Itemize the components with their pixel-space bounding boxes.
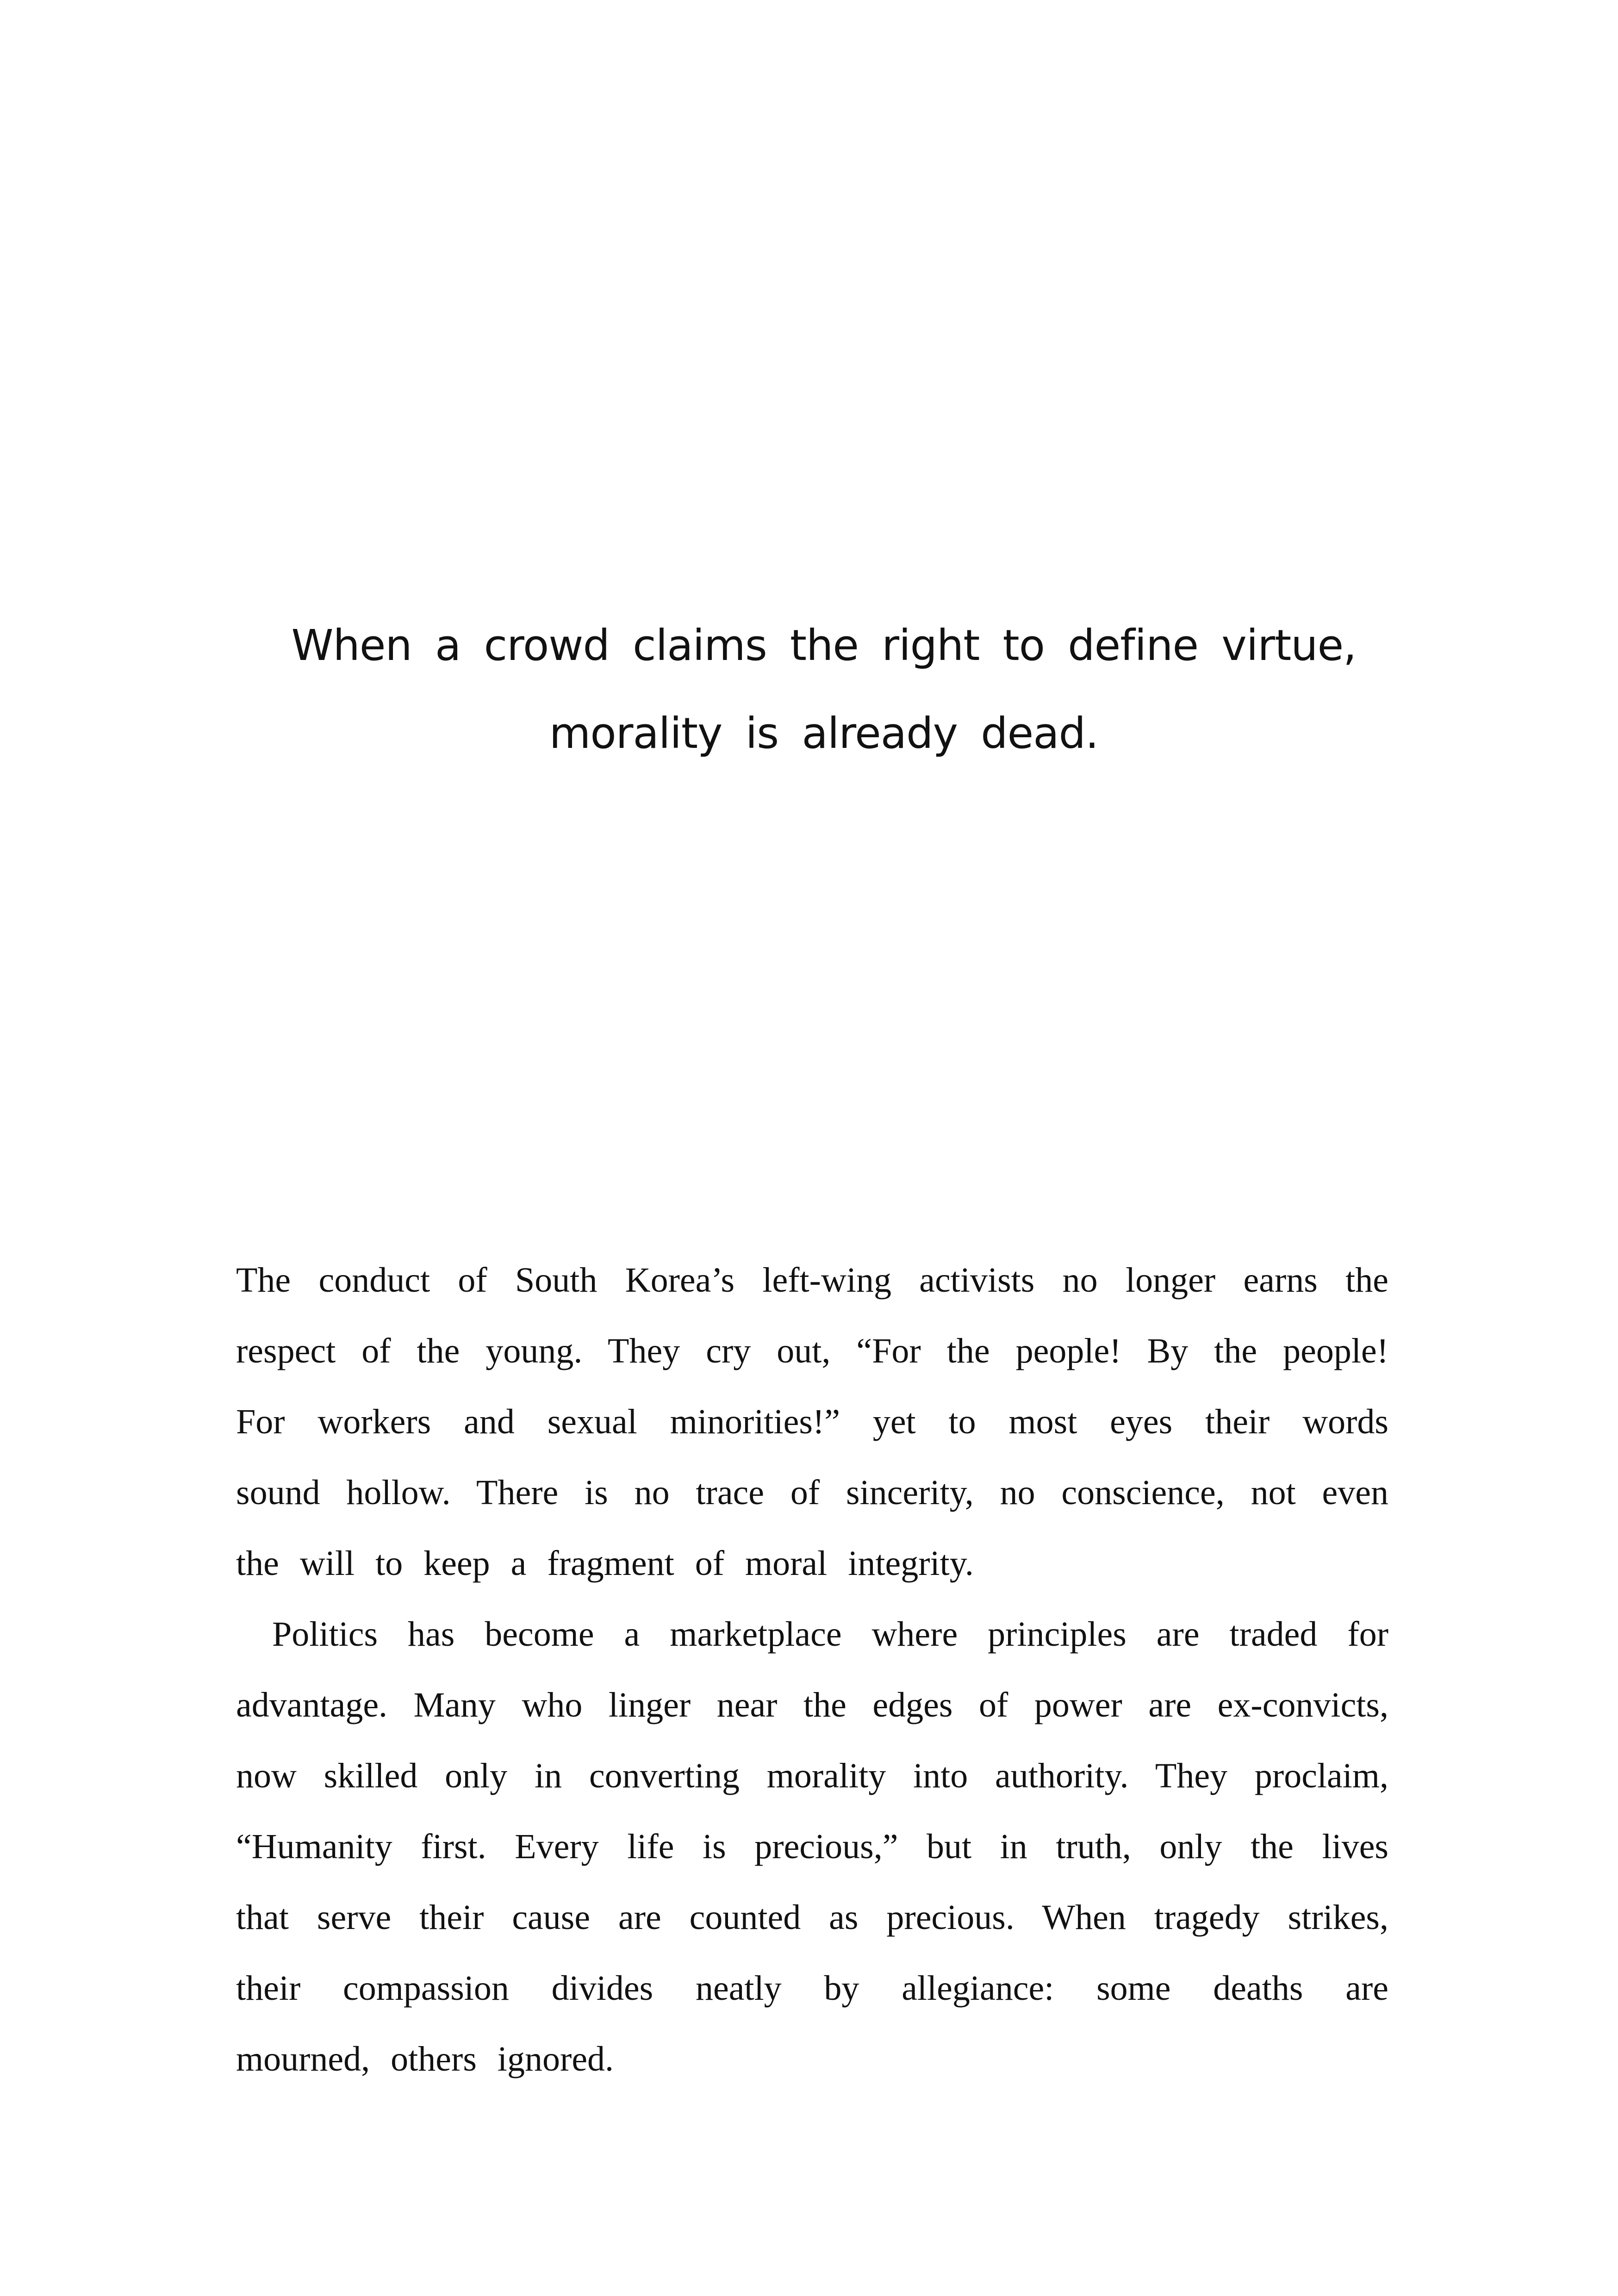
text-line: respect of the young. They cry out, “For the people! By the people! bbox=[236, 1332, 1388, 1370]
epigraph bbox=[231, 602, 1416, 778]
paragraph bbox=[236, 1599, 1388, 2095]
text-line: mourned, others ignored. bbox=[236, 2040, 614, 2078]
text-line: the will to keep a fragment of moral integrity. bbox=[236, 1544, 974, 1583]
text-line: that serve their cause are counted as precious. When tragedy strikes, bbox=[236, 1898, 1388, 1937]
text-line: “Humanity first. Every life is precious,” but in truth, only the lives bbox=[236, 1827, 1388, 1866]
epigraph-line: morality is already dead. bbox=[549, 709, 1099, 758]
text-line: The conduct of South Korea’s left-wing activists no longer earns the bbox=[236, 1261, 1388, 1300]
text-line: now skilled only in converting morality into authority. They proclaim, bbox=[236, 1756, 1388, 1795]
body-text bbox=[236, 1245, 1388, 2095]
text-line: Politics has become a marketplace where principles are traded for bbox=[272, 1615, 1388, 1654]
paragraph bbox=[236, 1245, 1388, 1599]
text-line: sound hollow. There is no trace of sincerity, no conscience, not even bbox=[236, 1473, 1388, 1512]
text-line: advantage. Many who linger near the edges of power are ex-convicts, bbox=[236, 1686, 1388, 1724]
text-line: their compassion divides neatly by allegiance: some deaths are bbox=[236, 1969, 1388, 2008]
text-line: For workers and sexual minorities!” yet to most eyes their words bbox=[236, 1402, 1388, 1441]
epigraph-line: When a crowd claims the right to define virtue, bbox=[291, 621, 1357, 670]
